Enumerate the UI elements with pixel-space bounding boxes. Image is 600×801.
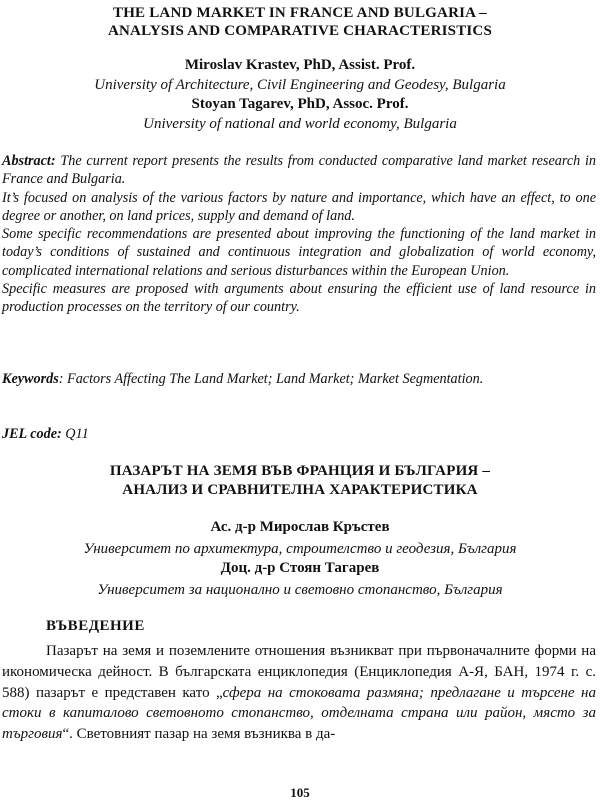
en-author-2: Stoyan Tagarev, PhD, Assoc. Prof. [191,96,409,112]
intro-text-1: Пазарът на земя и поземлените отношения възникват при първоначалните форми на икономическа дейност. В българската енциклопедия (Енциклопедия А-Я, БАН, 1974 г. с. 588) пазарът е представен като „ [2,643,596,701]
abstract-paragraph-2: It’s focused on analysis of the various factors by nature and importance, which have an effect, to one degree or another, on land prices, supply and demand of land. [2,189,596,224]
bg-title-line-2: АНАЛИЗ И СРАВНИТЕЛНА ХАРАКТЕРИСТИКА [122,482,478,498]
en-title-line-1: THE LAND MARKET IN FRANCE AND BULGARIA – [112,5,487,21]
abstract-paragraph-1: The current report presents the results from conducted comparative land market research in France and Bulgaria. [2,153,597,188]
abstract-label: Abstract: [2,153,56,169]
en-author-1: Miroslav Krastev, PhD, Assist. Prof. [184,57,416,73]
abstract-block [2,152,596,317]
intro-quote: сфера на стоковата размяна; предлагане и търсене на стоки в капиталово световното стопанство, отделната страна или район, място за търговия [2,684,596,743]
jel-value: Q11 [61,426,89,442]
bg-author-1: Ас. д-р Мирослав Кръстев [210,519,390,535]
intro-heading: ВЪВЕДЕНИЕ [46,618,145,634]
keywords-text: : Factors Affecting The Land Market; Land Market; Market Segmentation. [58,371,484,387]
bg-affiliation-2: Университет за национално и световно стопанство, България [97,582,503,598]
bg-title-line-1: ПАЗАРЪТ НА ЗЕМЯ ВЪВ ФРАНЦИЯ И БЪЛГАРИЯ – [109,463,491,479]
intro-paragraph [2,641,596,745]
abstract-paragraph-3: Some specific recommendations are presented about improving the functioning of the land market in today’s conditions of sustained and continuous integration and globalization of world economy, complicated international relations and serious disturbances within the European Union. [2,226,596,279]
abstract-paragraph-4: Specific measures are proposed with arguments about ensuring the efficient use of land resource in production processes on the territory of our country. [2,281,596,316]
en-affiliation-1: University of Architecture, Civil Engineering and Geodesy, Bulgaria [94,77,506,93]
jel-block [2,425,596,443]
keywords-label: Keywords [2,371,59,387]
jel-label: JEL code: [2,426,62,442]
en-affiliation-2: University of national and world economy, Bulgaria [143,116,457,132]
page-number: 105 [290,785,310,800]
keywords-block [2,370,596,388]
bg-author-2: Доц. д-р Стоян Тагарев [220,560,380,576]
en-title-line-2: ANALYSIS AND COMPARATIVE CHARACTERISTICS [107,23,493,39]
bg-affiliation-1: Университет по архитектура, строителство и геодезия, България [83,541,517,557]
intro-text-2: “. Световният пазар на земя възниква в да- [62,726,336,743]
